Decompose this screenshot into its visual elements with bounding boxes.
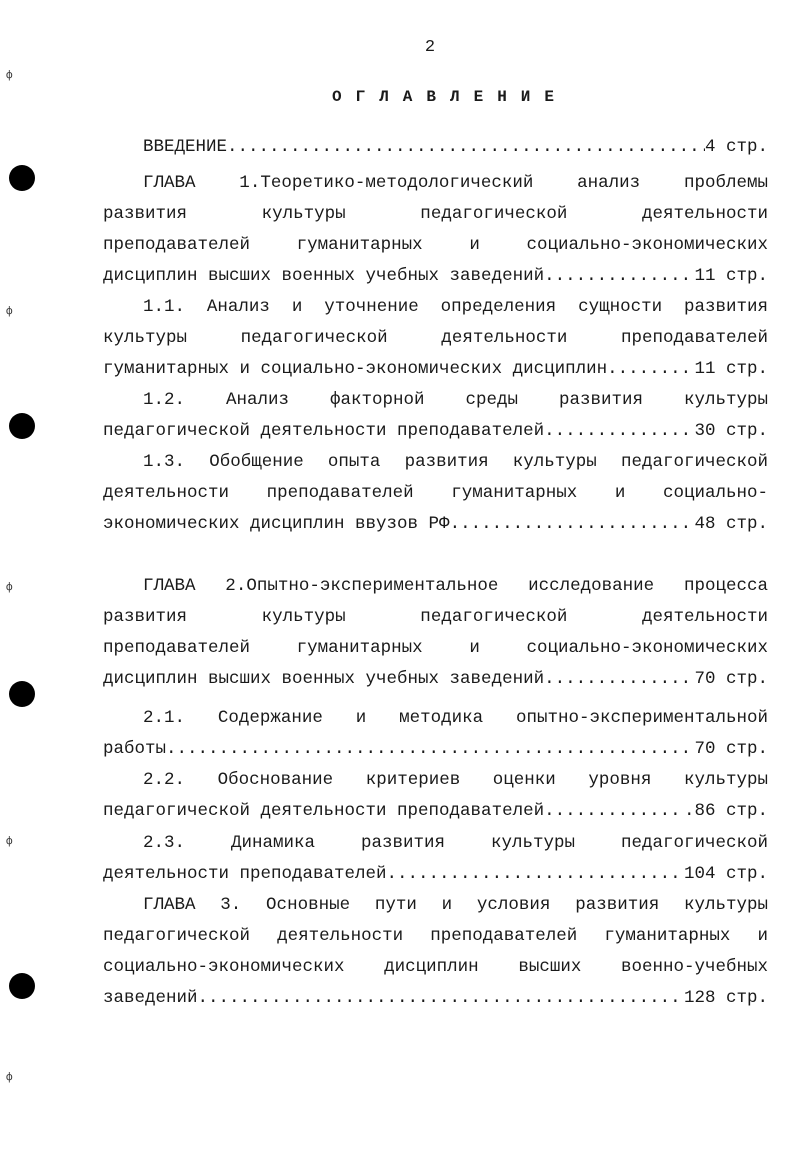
toc-leader xyxy=(607,354,694,385)
toc-line xyxy=(103,261,768,292)
toc-line: ГЛАВА 3. Основные пути и условия развития культуры xyxy=(143,895,768,915)
toc-line: преподавателей гуманитарных и социально-экономических xyxy=(103,235,768,255)
toc-line: развития культуры педагогической деятельности xyxy=(103,607,768,627)
toc-line: деятельности преподавателей гуманитарных и социально- xyxy=(103,483,768,503)
toc-line xyxy=(103,859,768,890)
toc-line: социально-экономических дисциплин высших военно-учебных xyxy=(103,957,768,977)
binder-hole xyxy=(9,165,35,191)
toc-entry-chapter-1 xyxy=(103,168,768,292)
toc-line: 2.3. Динамика развития культуры педагогической xyxy=(143,833,768,853)
toc-line: развития культуры педагогической деятельности xyxy=(103,204,768,224)
toc-page: 48 стр. xyxy=(694,514,768,534)
toc-line xyxy=(103,354,768,385)
toc-page: 70 стр. xyxy=(694,739,768,759)
toc-title: экономических дисциплин ввузов РФ xyxy=(103,514,450,534)
toc-line xyxy=(103,509,768,540)
toc-title: педагогической деятельности преподавателей xyxy=(103,801,545,821)
margin-mark: ф xyxy=(6,70,13,82)
toc-line: 2.2. Обоснование критериев оценки уровня культуры xyxy=(143,770,768,790)
toc-page: 128 стр. xyxy=(683,988,768,1008)
toc-entry-2-1 xyxy=(103,703,768,765)
toc-title: дисциплин высших военных учебных заведений xyxy=(103,669,545,689)
toc-leader xyxy=(450,509,695,540)
toc-leader xyxy=(166,734,694,765)
toc-page: 4 стр. xyxy=(704,137,768,157)
toc-page: 104 стр. xyxy=(683,864,768,884)
toc-title: педагогической деятельности преподавателей xyxy=(103,421,545,441)
toc-leader xyxy=(544,261,694,292)
toc-page: 11 стр. xyxy=(694,359,768,379)
toc-title: дисциплин высших военных учебных заведений xyxy=(103,266,545,286)
toc-leader xyxy=(387,859,684,890)
toc-line xyxy=(103,664,768,695)
margin-mark: ф xyxy=(6,1072,13,1084)
toc-entry-chapter-2 xyxy=(103,571,768,695)
toc-title: деятельности преподавателей xyxy=(103,864,387,884)
binder-hole xyxy=(9,681,35,707)
toc-entry-1-1 xyxy=(103,292,768,385)
toc-title: гуманитарных и социально-экономических дисциплин xyxy=(103,359,608,379)
toc-entry-1-2 xyxy=(103,385,768,447)
toc-line: 1.2. Анализ факторной среды развития культуры xyxy=(143,390,768,410)
toc-line: педагогической деятельности преподавателей гуманитарных и xyxy=(103,926,768,946)
toc-entry-1-3 xyxy=(103,447,768,540)
toc-leader xyxy=(544,796,684,827)
toc-leader xyxy=(198,983,684,1014)
toc-leader xyxy=(227,132,705,163)
toc-entry-2-3 xyxy=(103,828,768,890)
toc-page: 70 стр. xyxy=(694,669,768,689)
toc-title: заведений xyxy=(103,988,198,1008)
margin-mark: ф xyxy=(6,582,13,594)
toc-line xyxy=(103,734,768,765)
toc-title: ВВЕДЕНИЕ xyxy=(143,137,228,157)
page-number: 2 xyxy=(424,38,436,57)
toc-page: 30 стр. xyxy=(694,421,768,441)
margin-mark: ф xyxy=(6,836,13,848)
toc-entry-2-2 xyxy=(103,765,768,827)
binder-hole xyxy=(9,973,35,999)
toc-page: .86 стр. xyxy=(683,801,768,821)
toc-line: 2.1. Содержание и методика опытно-экспериментальной xyxy=(143,708,768,728)
margin-mark: ф xyxy=(6,306,13,318)
toc-line: ГЛАВА 2.Опытно-экспериментальное исследование процесса xyxy=(143,576,768,596)
binder-hole xyxy=(9,413,35,439)
toc-entry-intro xyxy=(103,132,768,163)
toc-title: работы xyxy=(103,739,167,759)
toc-page: 11 стр. xyxy=(694,266,768,286)
toc-line xyxy=(103,983,768,1014)
toc-line: 1.3. Обобщение опыта развития культуры педагогической xyxy=(143,452,768,472)
toc-leader xyxy=(544,416,694,447)
toc-line: культуры педагогической деятельности преподавателей xyxy=(103,328,768,348)
toc-leader xyxy=(544,664,694,695)
toc-line: 1.1. Анализ и уточнение определения сущности развития xyxy=(143,297,768,317)
toc-entry-chapter-3 xyxy=(103,890,768,1014)
toc-line xyxy=(103,796,768,827)
toc-line: ГЛАВА 1.Теоретико-методологический анализ проблемы xyxy=(143,173,768,193)
toc-line xyxy=(103,132,768,163)
page-title: ОГЛАВЛЕНИЕ xyxy=(331,88,568,106)
toc-line xyxy=(103,416,768,447)
toc-line: преподавателей гуманитарных и социально-экономических xyxy=(103,638,768,658)
